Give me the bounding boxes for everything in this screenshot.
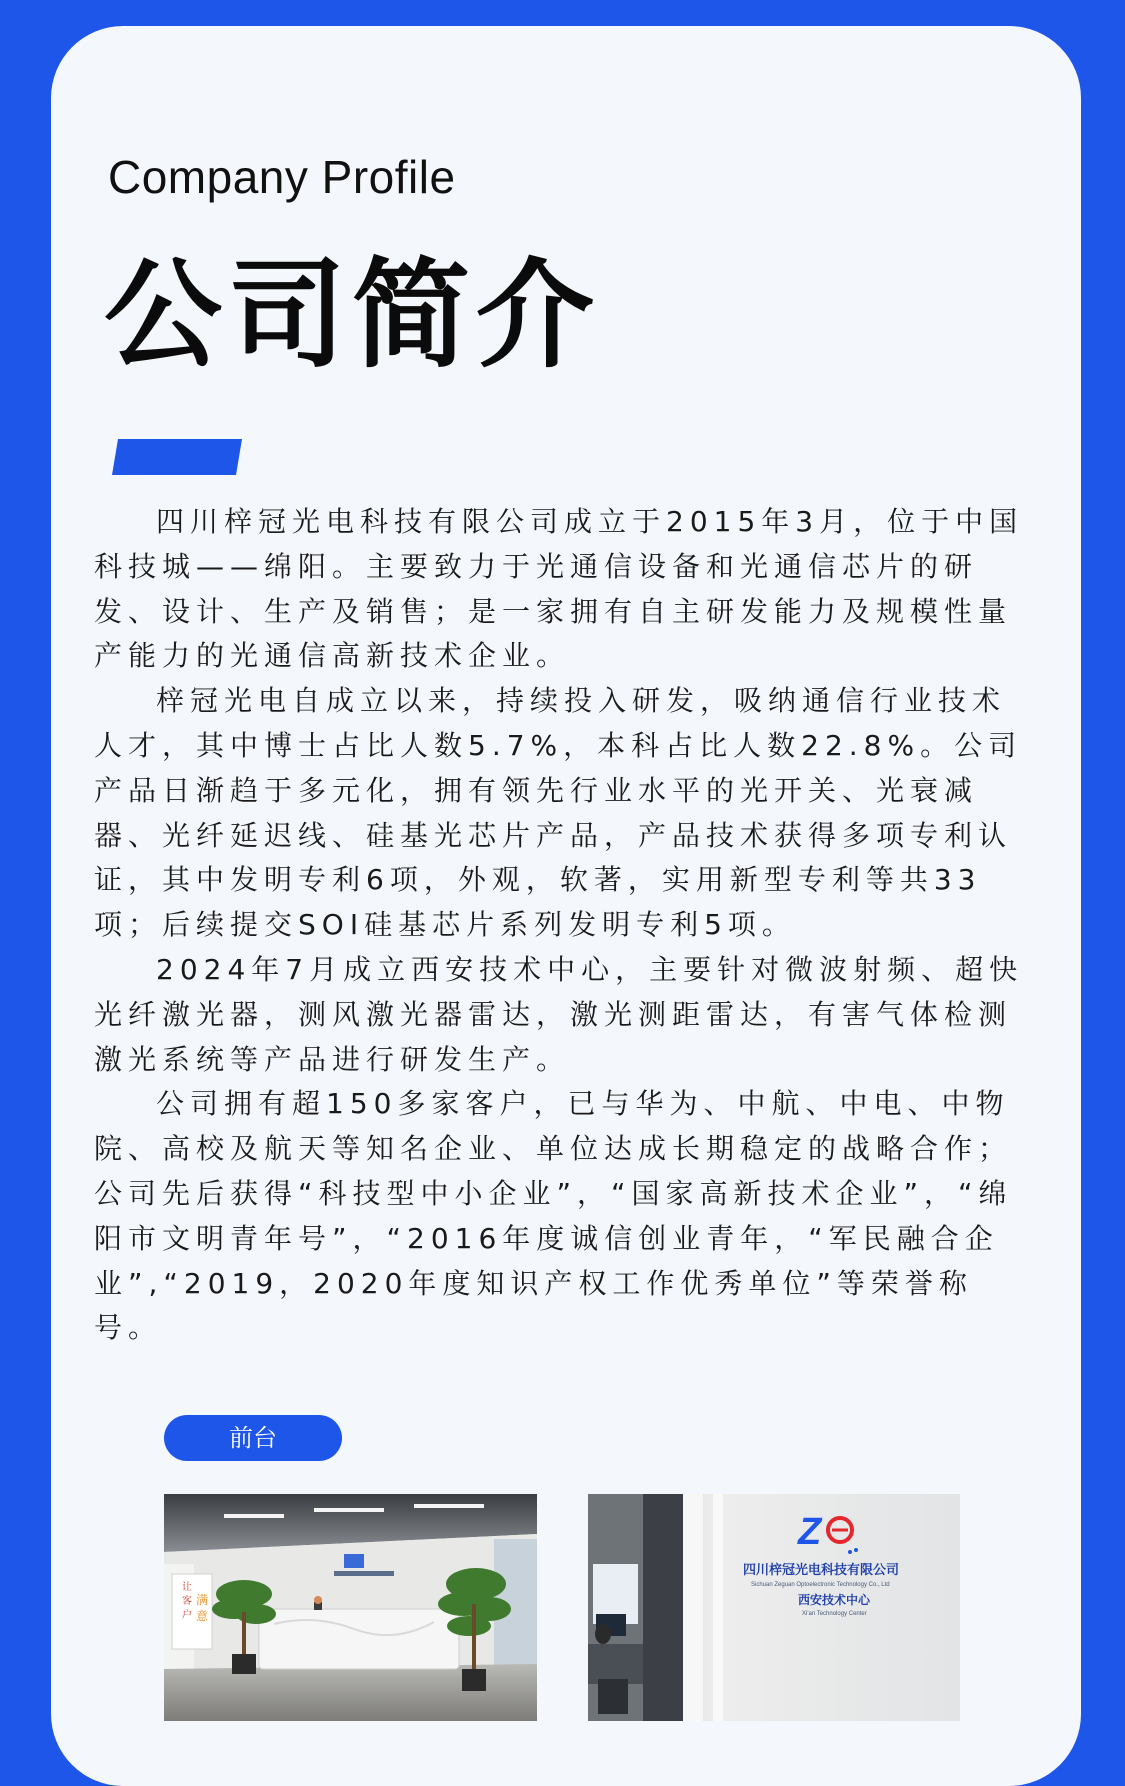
tech-center-name-cn: 西安技术中心 [798, 1593, 871, 1607]
description-paragraph: 梓冠光电自成立以来，持续投入研发，吸纳通信行业技术人才，其中博士占比人数5.7%，本科占比人数22.8%。公司产品日渐趋于多元化，拥有领先行业水平的光开关、光衰减器、光纤延迟线、硅基光芯片产品，产品技术获得多项专利认证，其中发明专利6项，外观，软著，实用新型专利等共33项；后续提交SOI硅基芯片系列发明专利5项。 [94, 684, 1023, 942]
tech-center-name-en: Xi'an Technology Center [802, 1611, 867, 1617]
reception-photo [164, 1494, 537, 1721]
tech-center-company-cn: 四川梓冠光电科技有限公司 [743, 1563, 900, 1578]
tech-center-photo-illustration [588, 1494, 960, 1721]
svg-text:客: 客 [182, 1596, 192, 1607]
company-description [94, 500, 1029, 1351]
section-title-chinese: 公司简介 [104, 246, 601, 384]
svg-text:让: 让 [182, 1582, 192, 1593]
svg-text:意: 意 [196, 1609, 209, 1623]
accent-bar [112, 439, 242, 475]
description-paragraph: 公司拥有超150多家客户，已与华为、中航、中电、中物院、高校及航天等知名企业、单位达成长期稳定的战略合作；公司先后获得“科技型中小企业”，“国家高新技术企业”，“绵阳市文明青年号”，“2016年度诚信创业青年，“军民融合企业”,“2019，2020年度知识产权工作优秀单位”等荣誉称号。 [94, 1087, 1013, 1345]
svg-text:Z: Z [798, 1511, 822, 1553]
tech-center-photo [588, 1494, 960, 1721]
reception-section-label: 前台 [164, 1415, 342, 1461]
svg-text:户: 户 [182, 1610, 192, 1621]
description-paragraph: 四川梓冠光电科技有限公司成立于2015年3月，位于中国科技城——绵阳。主要致力于光通信设备和光通信芯片的研发、设计、生产及销售；是一家拥有自主研发能力及规模性量产能力的光通信高新技术企业。 [94, 505, 1024, 673]
section-title-english: Company Profile [108, 151, 456, 203]
tech-center-company-en: Sichuan Zeguan Optoelectronic Technology Co., Ltd [751, 1582, 890, 1588]
reception-photo-illustration [164, 1494, 537, 1721]
description-paragraph: 2024年7月成立西安技术中心，主要针对微波射频、超快光纤激光器，测风激光器雷达，激光测距雷达，有害气体检测激光系统等产品进行研发生产。 [94, 952, 1024, 1076]
svg-text:满: 满 [196, 1593, 209, 1607]
